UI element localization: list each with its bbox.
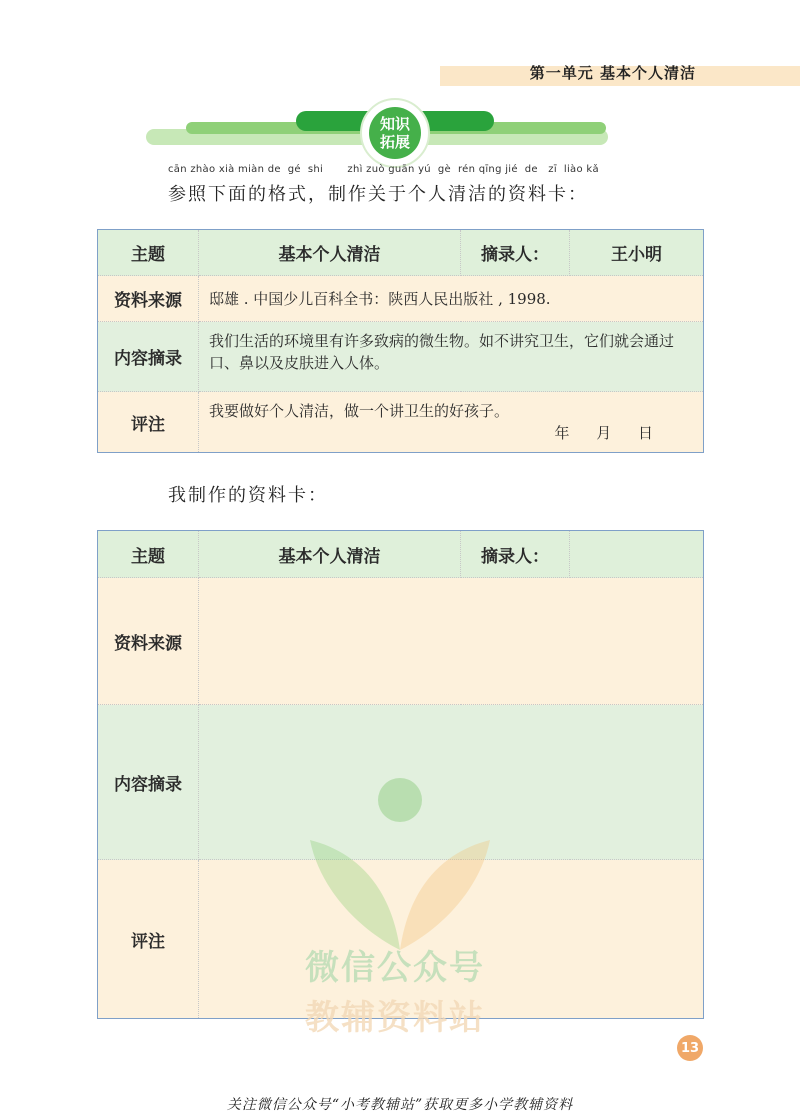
- blank-excerpt-field[interactable]: [199, 705, 704, 860]
- example-recorder-value: 王小明: [570, 230, 704, 276]
- watermark-text-1: 微信公众号: [305, 948, 485, 988]
- page-number: 13: [677, 1035, 703, 1061]
- blank-comment-label: 评注: [98, 860, 199, 1019]
- example-excerpt-label: 内容摘录: [98, 322, 199, 392]
- knowledge-badge: [360, 98, 430, 168]
- blank-source-field[interactable]: [199, 578, 704, 705]
- blank-recorder-field[interactable]: [570, 531, 704, 578]
- example-topic-label: 主题: [98, 230, 199, 276]
- example-comment-value: 我要做好个人清洁，做一个讲卫生的好孩子。: [209, 402, 510, 420]
- my-card-label: 我制作的资料卡：: [168, 485, 328, 506]
- example-card: [97, 229, 704, 453]
- blank-source-label: 资料来源: [98, 578, 199, 705]
- example-excerpt-value: 我们生活的环境里有许多致病的微生物。如不讲究卫生，它们就会通过口、鼻以及皮肤进入人体。: [199, 322, 704, 392]
- example-source-label: 资料来源: [98, 276, 199, 322]
- watermark-text-2: 教辅资料站: [305, 998, 485, 1038]
- example-topic-value: 基本个人清洁: [199, 230, 461, 276]
- badge-line2: 拓展: [379, 133, 410, 151]
- example-date-line: 年 月 日: [554, 424, 653, 442]
- example-comment-cell: [199, 392, 704, 453]
- knowledge-badge-inner: [369, 107, 421, 159]
- example-recorder-label: 摘录人：: [461, 230, 570, 276]
- unit-title: 第一单元 基本个人清洁: [529, 64, 696, 82]
- instruction-pinyin: cān zhào xià miàn de gé shi zhì zuò guān yú gè rén qīng jié de zī liào kǎ: [168, 164, 599, 175]
- footer-note: 关注微信公众号“小考教辅站”获取更多小学教辅资料: [226, 1097, 574, 1113]
- example-comment-label: 评注: [98, 392, 199, 453]
- blank-topic-label: 主题: [98, 531, 199, 578]
- example-source-value: 邸雄 . 中国少儿百科全书：陕西人民出版社 , 1998.: [199, 276, 704, 322]
- blank-recorder-label: 摘录人：: [461, 531, 570, 578]
- instruction-text: 参照下面的格式，制作关于个人清洁的资料卡：: [168, 184, 588, 205]
- blank-topic-value: 基本个人清洁: [199, 531, 461, 578]
- blank-excerpt-label: 内容摘录: [98, 705, 199, 860]
- badge-line1: 知识: [379, 115, 410, 133]
